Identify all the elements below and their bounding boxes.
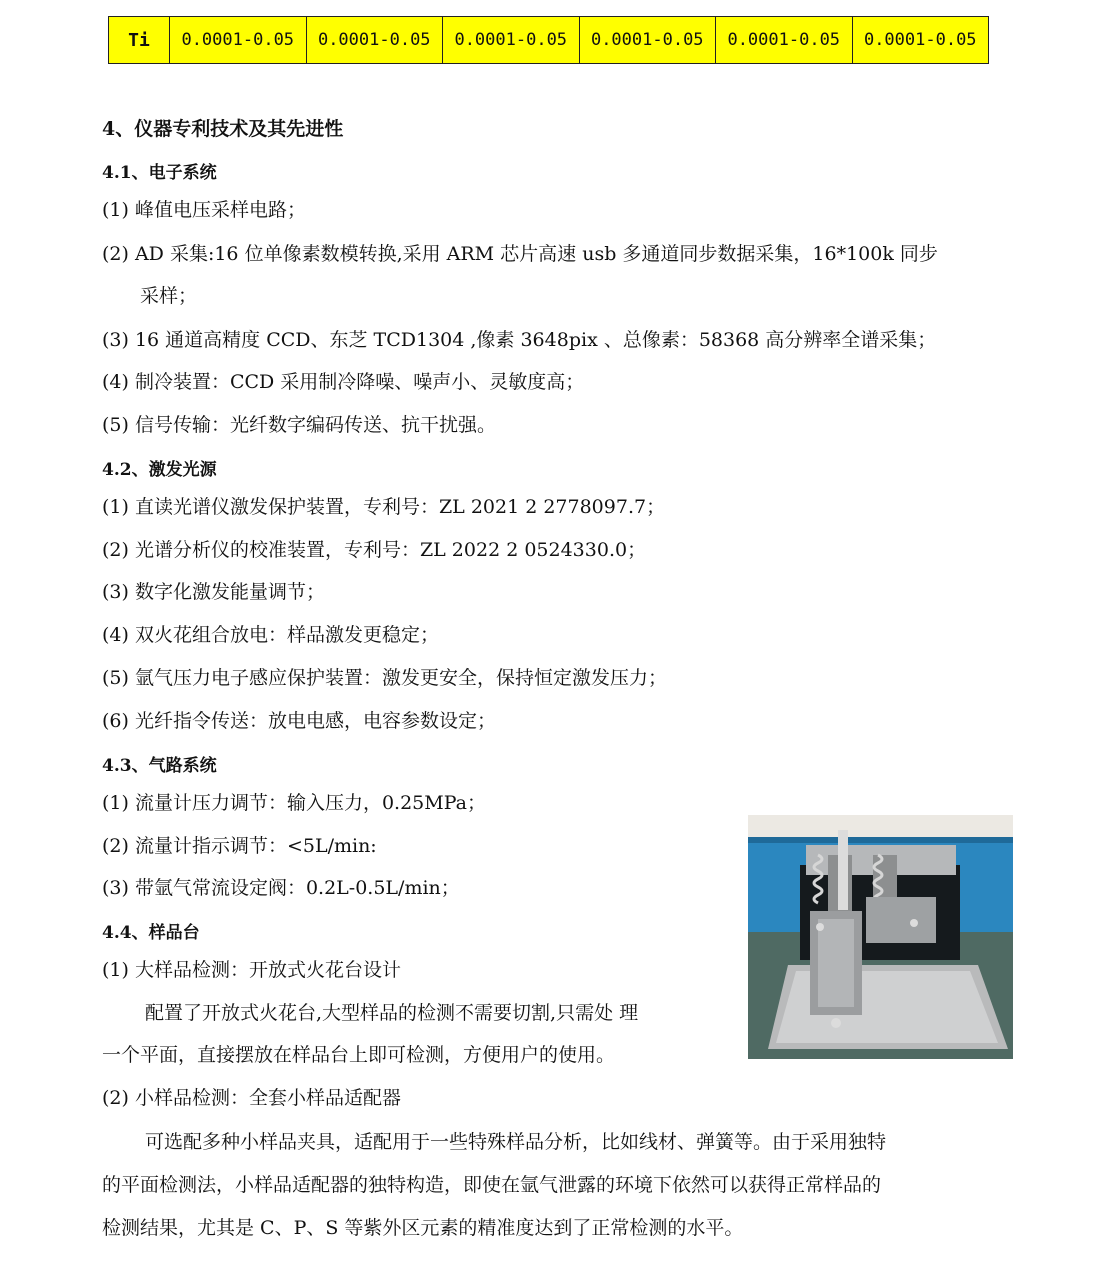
paragraph-line: 可选配多种小样品夹具，适配用于一些特殊样品分析，比如线材、弹簧等。由于采用独特 <box>145 1131 887 1153</box>
range-cell: 0.0001-0.05 <box>306 17 443 64</box>
list-item: (2) 流量计指示调节：<5L/min: <box>102 835 377 857</box>
list-item: (4) 制冷装置：CCD 采用制冷降噪、噪声小、灵敏度高； <box>102 371 585 393</box>
paragraph-line: 的平面检测法，小样品适配器的独特构造，即使在氩气泄露的环境下依然可以获得正常样品的 <box>102 1174 882 1196</box>
ti-range-table <box>108 16 989 64</box>
list-item: (2) AD 采集:16 位单像素数模转换,采用 ARM 芯片高速 usb 多通道同步数据采集，16*100k 同步 <box>102 243 938 265</box>
range-cell: 0.0001-0.05 <box>852 17 989 64</box>
section-title: 4、仪器专利技术及其先进性 <box>102 118 344 140</box>
list-item: (1) 直读光谱仪激发保护装置，专利号：ZL 2021 2 2778097.7； <box>102 496 666 518</box>
element-cell: Ti <box>109 17 170 64</box>
list-item: (6) 光纤指令传送：放电电感，电容参数设定； <box>102 710 496 732</box>
list-item: (1) 流量计压力调节：输入压力，0.25MPa； <box>102 792 486 814</box>
range-cell: 0.0001-0.05 <box>443 17 580 64</box>
table-row <box>109 17 989 64</box>
sample-stage-photo <box>748 815 1013 1059</box>
heading-4-4: 4.4、样品台 <box>102 923 200 943</box>
list-item: (3) 16 通道高精度 CCD、东芝 TCD1304 ,像素 3648pix 、总像素：58368 高分辨率全谱采集； <box>102 329 937 351</box>
list-item: (1) 大样品检测：开放式火花台设计 <box>102 959 401 981</box>
list-item: 采样； <box>140 285 198 307</box>
paragraph-line: 一个平面，直接摆放在样品台上即可检测，方便用户的使用。 <box>102 1044 616 1066</box>
list-item: (2) 光谱分析仪的校准装置，专利号：ZL 2022 2 0524330.0； <box>102 539 647 561</box>
list-item: (4) 双火花组合放电：样品激发更稳定； <box>102 624 439 646</box>
paragraph-line: 配置了开放式火花台,大型样品的检测不需要切割,只需处 理 <box>145 1002 639 1024</box>
list-item: (3) 数字化激发能量调节； <box>102 581 325 603</box>
paragraph-line: 检测结果，尤其是 C、P、S 等紫外区元素的精准度达到了正常检测的水平。 <box>102 1217 744 1239</box>
range-cell: 0.0001-0.05 <box>579 17 716 64</box>
range-cell: 0.0001-0.05 <box>716 17 853 64</box>
list-item: (1) 峰值电压采样电路； <box>102 199 306 221</box>
list-item: (2) 小样品检测：全套小样品适配器 <box>102 1087 401 1109</box>
heading-4-2: 4.2、激发光源 <box>102 460 217 480</box>
heading-4-3: 4.3、气路系统 <box>102 756 217 776</box>
range-cell: 0.0001-0.05 <box>170 17 307 64</box>
heading-4-1: 4.1、电子系统 <box>102 163 217 183</box>
list-item: (3) 带氩气常流设定阀：0.2L-0.5L/min； <box>102 877 460 899</box>
list-item: (5) 氩气压力电子感应保护装置：激发更安全，保持恒定激发压力； <box>102 667 667 689</box>
list-item: (5) 信号传输：光纤数字编码传送、抗干扰强。 <box>102 414 496 436</box>
